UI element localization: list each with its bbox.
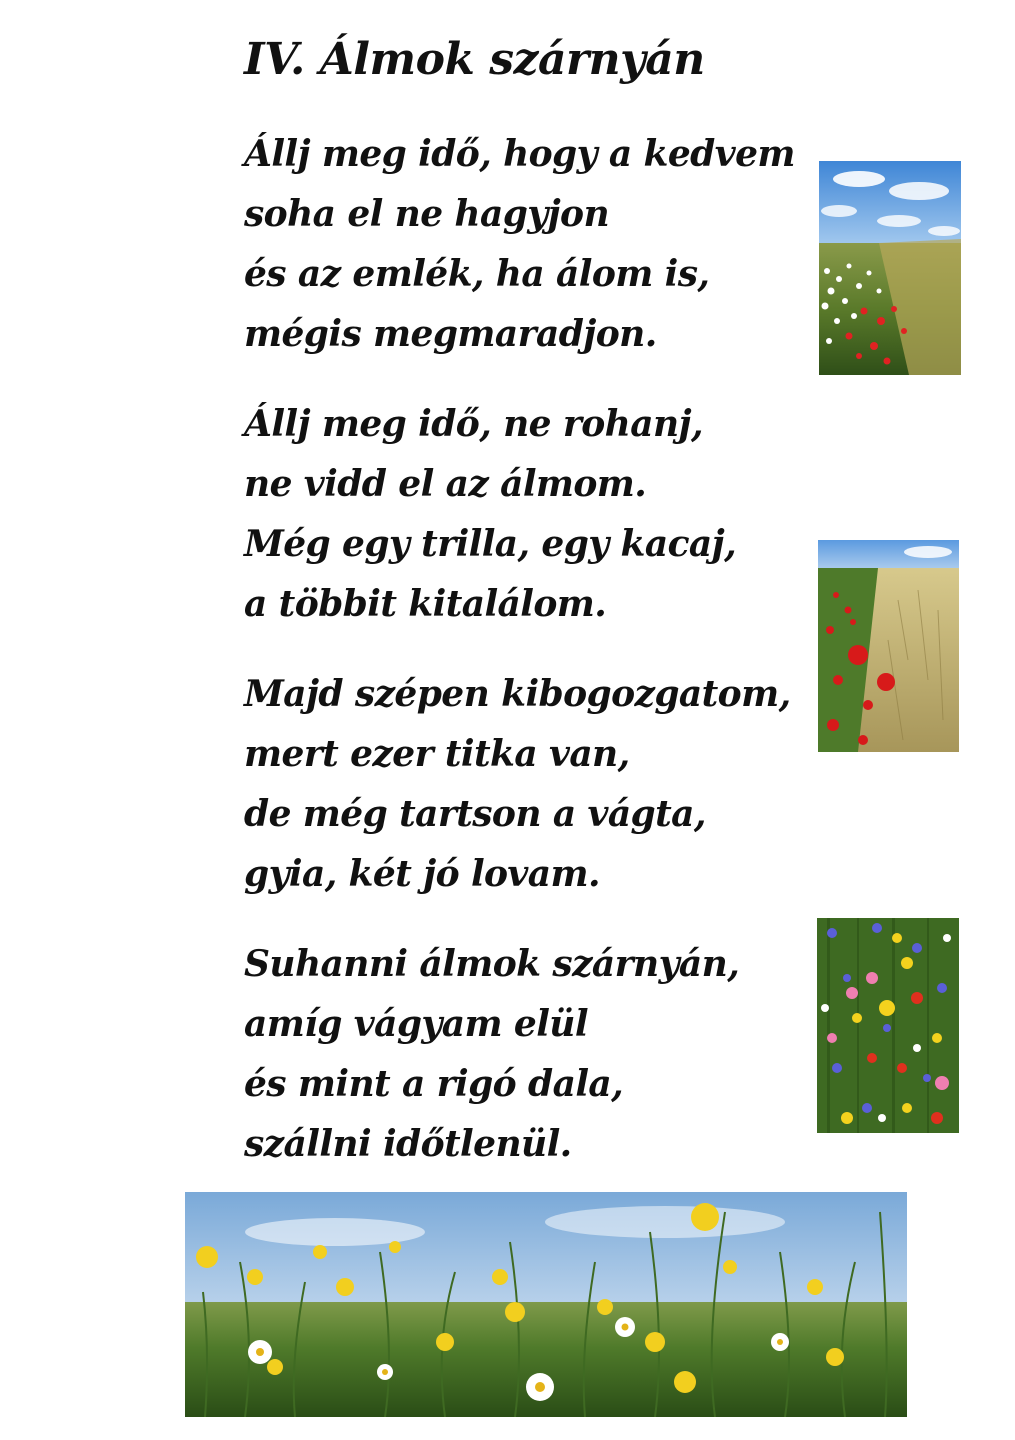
poem-line: és az emlék, ha álom is, — [244, 253, 710, 295]
poem-title: IV. Álmok szárnyán — [244, 34, 705, 85]
poem-line: de még tartson a vágta, — [244, 793, 706, 835]
poem-line: a többit kitalálom. — [244, 583, 607, 625]
poem-line: Állj meg idő, ne rohanj, — [244, 403, 703, 445]
stanza-2 — [244, 394, 736, 634]
poem-line: mert ezer titka van, — [244, 733, 630, 775]
poem-line: Majd szépen kibogozgatom, — [244, 673, 791, 715]
poem-line: ne vidd el az álmom. — [244, 463, 647, 505]
stanza-4 — [244, 934, 739, 1174]
poem-line: Még egy trilla, egy kacaj, — [244, 523, 737, 565]
buttercup-meadow-banner-photo — [185, 1192, 907, 1417]
poem-line: amíg vágyam elül — [244, 1003, 588, 1045]
stanza-3 — [244, 664, 791, 904]
stanza-1 — [244, 124, 795, 364]
poem-line: szállni időtlenül. — [244, 1123, 572, 1165]
poppy-wheat-field-photo — [818, 540, 959, 752]
poem-line: Suhanni álmok szárnyán, — [244, 943, 740, 985]
poem-line: mégis megmaradjon. — [244, 313, 657, 355]
poem-line: Állj meg idő, hogy a kedvem — [244, 133, 795, 175]
wildflower-meadow-photo — [817, 918, 959, 1133]
poem-line: és mint a rigó dala, — [244, 1063, 624, 1105]
poem-line: soha el ne hagyjon — [244, 193, 610, 235]
daisy-poppy-wheat-field-photo — [819, 161, 961, 375]
poem-line: gyia, két jó lovam. — [244, 853, 600, 895]
